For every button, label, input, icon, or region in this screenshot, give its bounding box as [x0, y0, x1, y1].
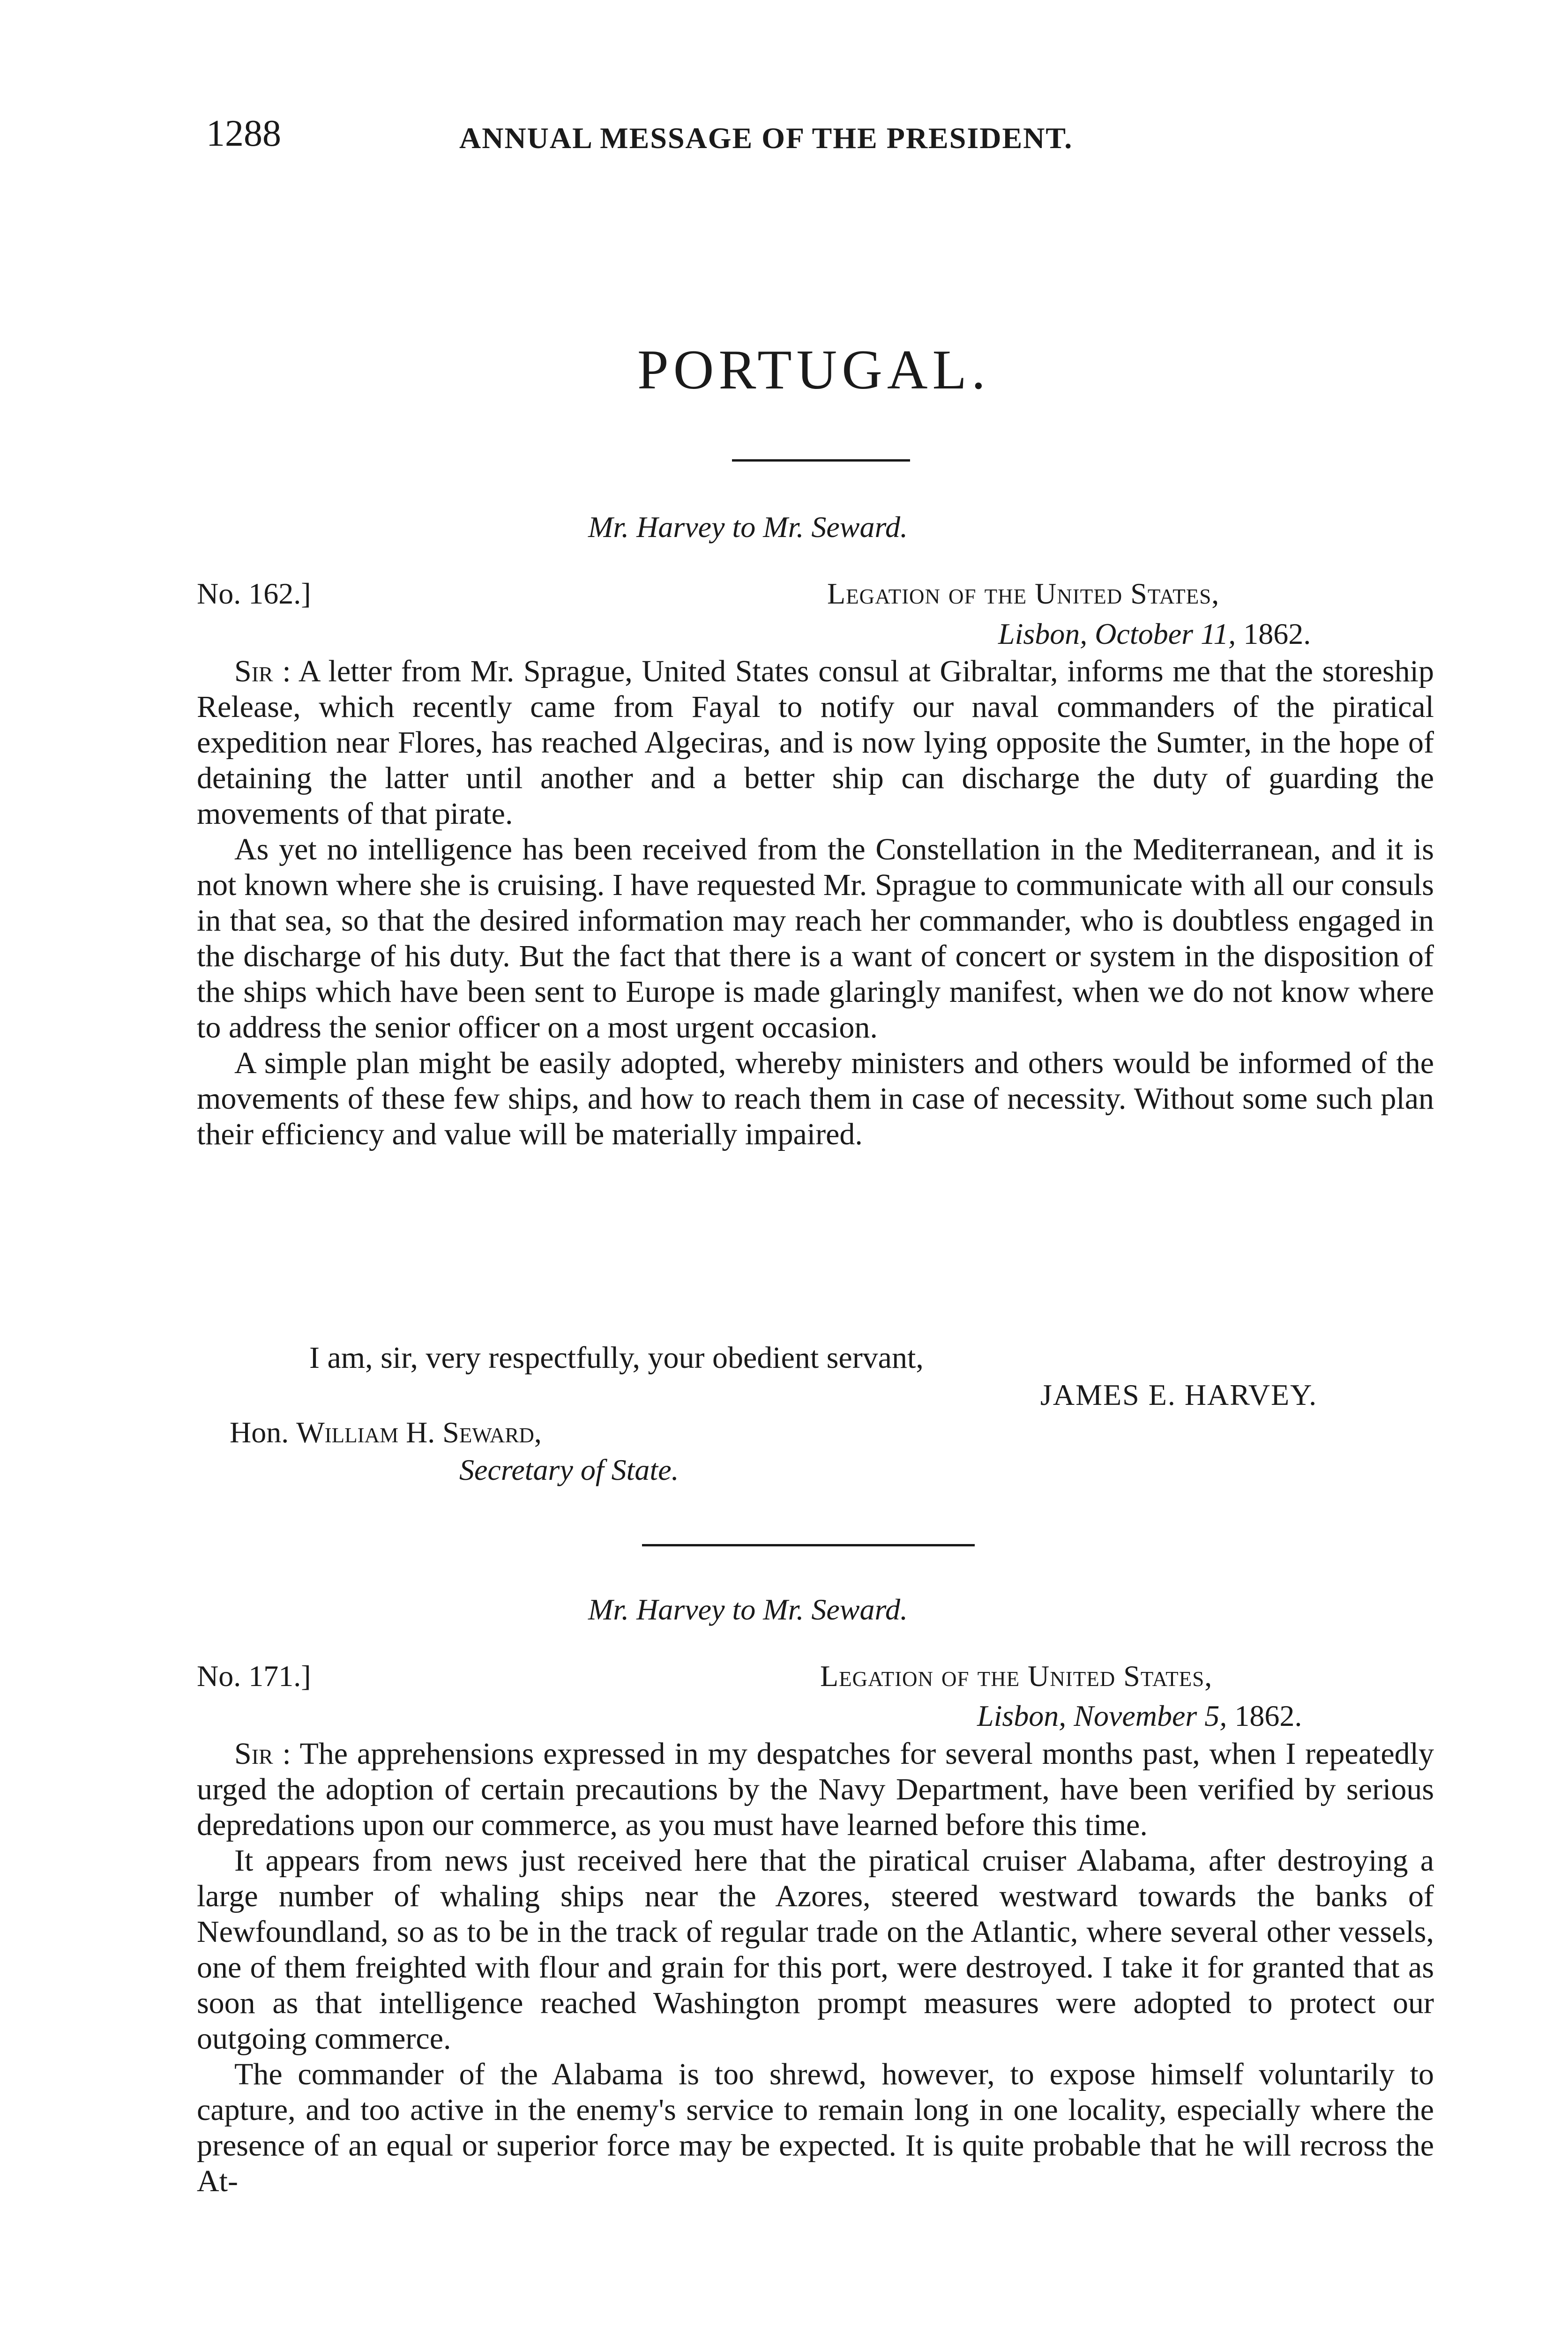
dateline-month-day: October 11, [1095, 617, 1236, 650]
paragraph-text: The apprehensions expressed in my despatches for several months past, when I repeatedly urged the adoption of certain precautions by the Navy Department, have been verified by serious depredations upon our commerce, as you must have learned before this time. [197, 1737, 1434, 1842]
dateline-place: Lisbon, [977, 1699, 1067, 1732]
despatch-number: No. 162.] [197, 577, 311, 610]
recipient-prefix: Hon. [230, 1416, 289, 1449]
paragraph: As yet no intelligence has been received from the Constellation in the Mediterranean, and it is not known where she is cruising. I have requested Mr. Sprague to communicate with all our consuls in that sea, so that the desired information may reach her commander, who is doubtless engaged in the discharge of his duty. But the fact that there is a want of concert or system in the disposition of the ships which have been sent to Europe is made glaringly manifest, when we do not know where to address the senior officer on a most urgent occasion. [197, 832, 1434, 1045]
recipient-name: William H. Seward, [296, 1416, 542, 1449]
despatch-number: No. 171.] [197, 1659, 311, 1693]
letter-heading: Mr. Harvey to Mr. Seward. [588, 510, 908, 544]
letter-body [197, 1736, 1434, 2199]
dateline-month-day: November 5, [1074, 1699, 1227, 1732]
page-number: 1288 [206, 113, 281, 154]
closing: I am, sir, very respectfully, your obedient servant, [309, 1341, 924, 1375]
dateline-year: 1862. [1234, 1699, 1302, 1732]
paragraph [197, 654, 1434, 832]
legation-line: Legation of the United States, [820, 1659, 1213, 1693]
running-head: ANNUAL MESSAGE OF THE PRESIDENT. [459, 121, 1073, 155]
paragraph [197, 1736, 1434, 1843]
letter-divider [642, 1544, 975, 1546]
paragraph: It appears from news just received here that the piratical cruiser Alabama, after destroying a large number of whaling ships near the Azores, steered westward towards the banks of Newfoundland, so as to be in the track of regular trade on the Atlantic, where several other vessels, one of them freighted with flour and grain for this port, were destroyed. I take it for granted that as soon as that intelligence reached Washington prompt measures were adopted to protect our outgoing commerce. [197, 1843, 1434, 2056]
dateline-year: 1862. [1243, 617, 1311, 650]
recipient [230, 1415, 542, 1450]
salutation: Sir : [234, 654, 291, 688]
dateline-place: Lisbon, [998, 617, 1088, 650]
legation-line: Legation of the United States, [827, 577, 1220, 610]
salutation: Sir : [234, 1737, 291, 1771]
paragraph-text: A letter from Mr. Sprague, United States consul at Gibraltar, informs me that the storeship Release, which recently came from Fayal to notify our naval commanders of the piratical expedition near Flores, has reached Algeciras, and is now lying opposite the Sumter, in the hope of detaining the latter until another and a better ship can discharge the duty of guarding the movements of that pirate. [197, 654, 1434, 831]
section-divider [732, 459, 910, 462]
dateline [977, 1699, 1302, 1733]
section-title: PORTUGAL. [637, 338, 990, 401]
paragraph: The commander of the Alabama is too shrewd, however, to expose himself voluntarily to capture, and too active in the enemy's service to remain long in one locality, especially where the presence of an equal or superior force may be expected. It is quite probable that he will recross the At- [197, 2057, 1434, 2198]
letter-body [197, 654, 1434, 1152]
paragraph: A simple plan might be easily adopted, whereby ministers and others would be informed of the movements of these few ships, and how to reach them in case of necessity. Without some such plan their efficiency and value will be materially impaired. [197, 1046, 1434, 1151]
letter-heading: Mr. Harvey to Mr. Seward. [588, 1593, 908, 1626]
signature: JAMES E. HARVEY. [1040, 1378, 1318, 1411]
dateline [998, 617, 1311, 651]
recipient-title: Secretary of State. [459, 1453, 679, 1486]
